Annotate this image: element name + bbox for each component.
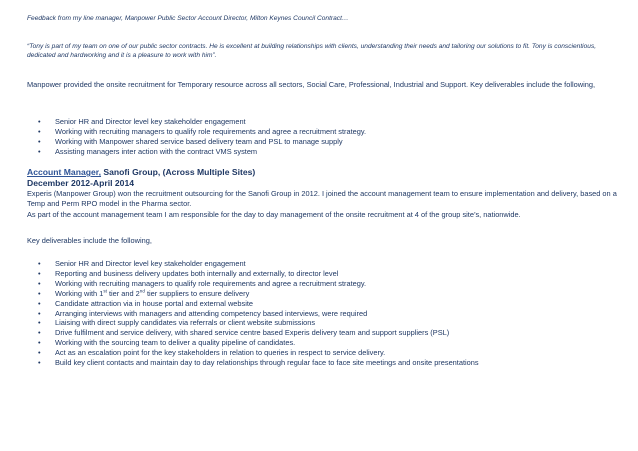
section1-bullet-list [27,117,617,157]
list-item: • Liaising with direct supply candidates via referrals or client website submissions [27,318,617,328]
list-item: • Reporting and business delivery updates both internally and externally, to director level [27,269,617,279]
role-dates: December 2012-April 2014 [27,178,135,188]
list-item: • Arranging interviews with managers and attending competency based interviews, were required [27,309,617,319]
role-paragraph-2: As part of the account management team I am responsible for the day to day management of the onsite recruitment at 4 of the group site’s, nationwide. [27,210,521,219]
list-item: • Working with recruiting managers to qualify role requirements and agree a recruitment strategy. [27,279,617,289]
list-item: • Drive fulfilment and service delivery, with shared service centre based Experis delivery team and support suppliers (PSL) [27,328,617,338]
role-title [27,167,617,178]
list-item: • Build key client contacts and maintain day to day relationships through regular face to face site meetings and onsite presentations [27,358,617,368]
section2-bullet-list [27,259,617,368]
feedback-quote: “Tony is part of my team on one of our public sector contracts. He is excellent at building relationships with clients, understanding their needs and tailoring our solutions to fit. Tony is conscientious, dedicated and hardworking and it is a pleasure to work with him”. [27,43,597,59]
deliverables-intro: Key deliverables include the following, [27,236,152,245]
tier-text-3: tier suppliers to ensure delivery [144,288,250,298]
list-item: • Working with the sourcing team to deliver a quality pipeline of candidates. [27,338,617,348]
role-paragraph-1: Experis (Manpower Group) won the recruitment outsourcing for the Sanofi Group in 2012. I joined the account management team to ensure implementation and delivery, based on a Temp and Perm RPO model in the Pharma sector. [27,189,617,208]
section1-summary: Manpower provided the onsite recruitment for Temporary resource across all sectors, Social Care, Professional, Industrial and Support. Key deliverables include the following, [27,80,595,89]
list-item-tiers [27,289,617,299]
feedback-intro: Feedback from my line manager, Manpower Public Sector Account Director, Milton Keynes Council Contract… [27,15,349,22]
role-title-rest: Sanofi Group, (Across Multiple Sites) [101,167,256,177]
list-item: • Act as an escalation point for the key stakeholders in relation to queries in respect to service delivery. [27,348,617,358]
list-item: • Assisting managers inter action with the contract VMS system [27,147,617,157]
list-item: • Senior HR and Director level key stakeholder engagement [27,117,617,127]
tier-sup-1: st [103,288,107,294]
role-title-underlined: Account Manager, [27,167,102,177]
list-item: • Working with recruiting managers to qualify role requirements and agree a recruitment strategy. [27,127,617,137]
list-item: • Senior HR and Director level key stakeholder engagement [27,259,617,269]
list-item: • Candidate attraction via in house portal and external website [27,299,617,309]
tier-sup-2: nd [139,288,145,294]
tier-text-1: Working with 1 [55,288,104,298]
list-item: • Working with Manpower shared service based delivery team and PSL to manage supply [27,137,617,147]
tier-text-2: tier and 2 [106,288,140,298]
